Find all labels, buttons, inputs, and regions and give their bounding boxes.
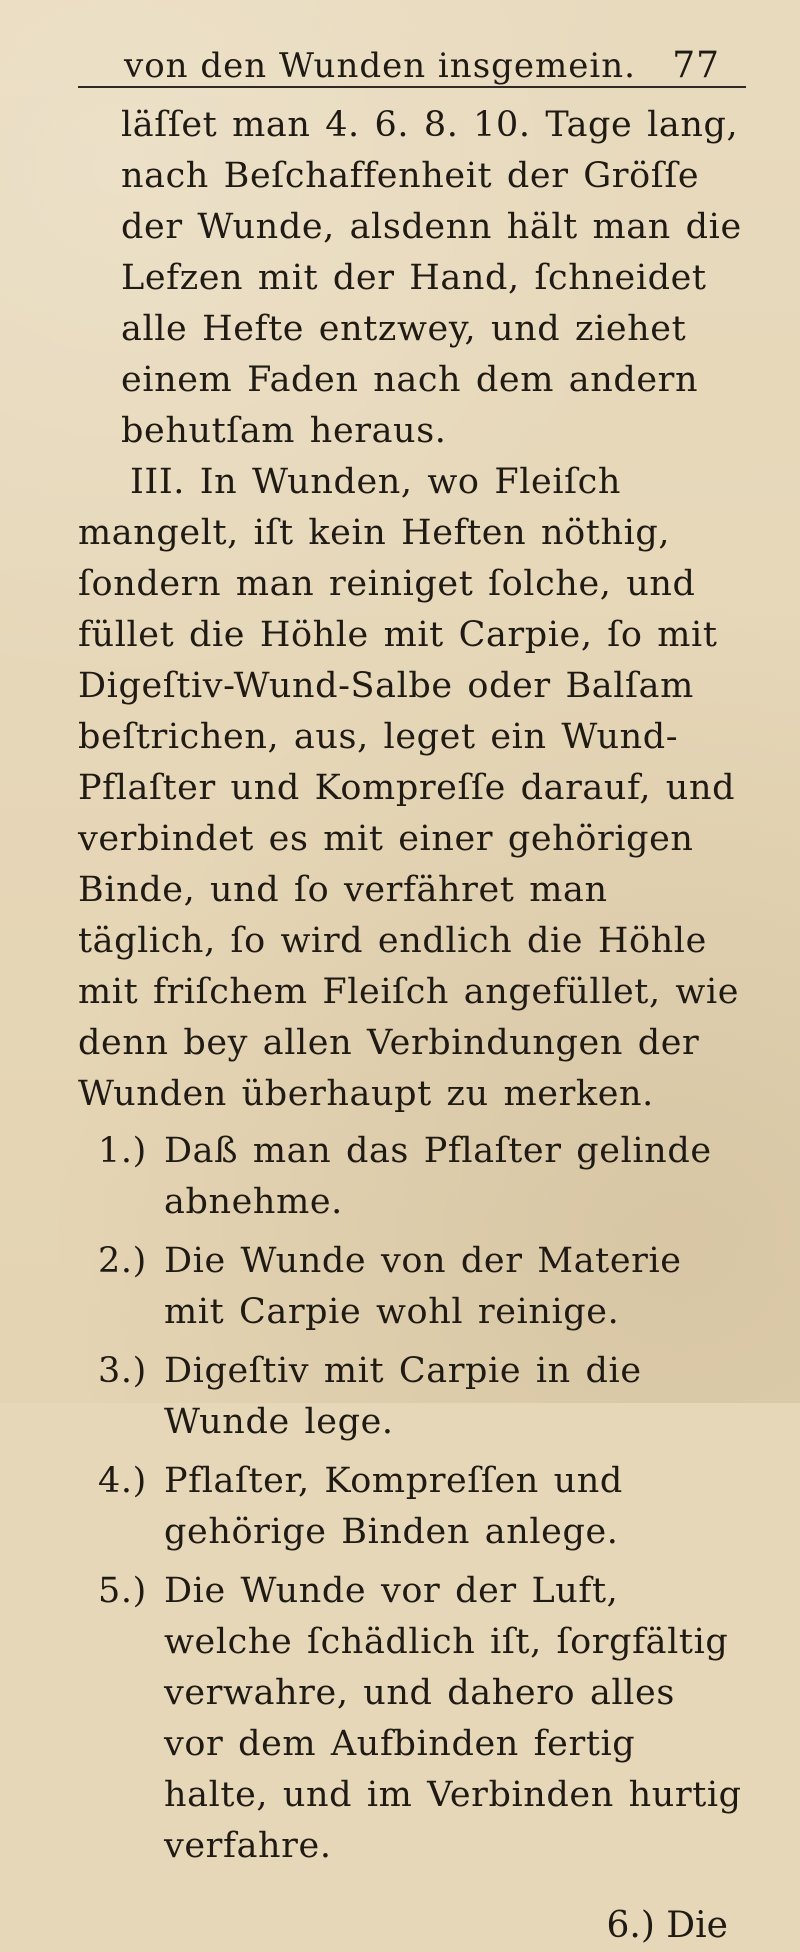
list-number-1: 1.) xyxy=(98,1131,147,1171)
section-iii-paragraph: III. In Wunden, wo Fleiſch mangelt, iſt kein Heften nöthig, ſondern man reiniget ſolche, und füllet die Höhle mit Carpie, ſo mit Digeſtiv-Wund-Salbe oder Balſam beſtrichen, aus, leget ein Wund-Pflaſter und Kompreſſe darauf, und verbindet es mit einer gehörigen Binde, und ſo verfähret man täglich, ſo wird endlich die Höhle mit friſchem Fleiſch angefüllet, wie denn bey allen Verbindungen der Wunden überhaupt zu merken. xyxy=(78,462,740,1114)
list-text-3: Digeſtiv mit Carpie in die Wunde lege. xyxy=(164,1351,642,1442)
continued-paragraph: läſſet man 4. 6. 8. 10. Tage lang, nach Beſchaffenheit der Gröſſe der Wunde, alsdenn hält man die Lefzen mit der Hand, ſchneidet alle Hefte entzwey, und ziehet einem Faden nach dem andern behutſam heraus. xyxy=(121,105,742,451)
running-header xyxy=(78,42,746,88)
list-text-4: Pflaſter, Kompreſſen und gehörige Binden anlege. xyxy=(164,1461,623,1552)
list-number-3: 3.) xyxy=(98,1351,147,1391)
running-title: von den Wunden insgemein. xyxy=(124,46,636,86)
instruction-list xyxy=(78,1126,746,1872)
list-text-5: Die Wunde vor der Luft, welche ſchädlich iſt, ſorgfältig verwahre, und dahero alles vor dem Aufbinden fertig halte, und im Verbinden hurtig verfahre. xyxy=(164,1571,742,1866)
list-item-1 xyxy=(78,1126,746,1228)
page-number: 77 xyxy=(672,45,720,86)
catchword: 6.) Die xyxy=(606,1905,728,1946)
list-number-2: 2.) xyxy=(98,1241,147,1281)
list-item-2 xyxy=(78,1236,746,1338)
list-item-5 xyxy=(78,1566,746,1872)
list-text-2: Die Wunde von der Materie mit Carpie wohl reinige. xyxy=(164,1241,682,1332)
list-item-3 xyxy=(78,1346,746,1448)
list-number-5: 5.) xyxy=(98,1571,147,1611)
page-content xyxy=(78,100,746,1952)
list-text-1: Daß man das Pflaſter gelinde abnehme. xyxy=(164,1131,712,1222)
list-number-4: 4.) xyxy=(98,1461,147,1501)
list-item-4 xyxy=(78,1456,746,1558)
